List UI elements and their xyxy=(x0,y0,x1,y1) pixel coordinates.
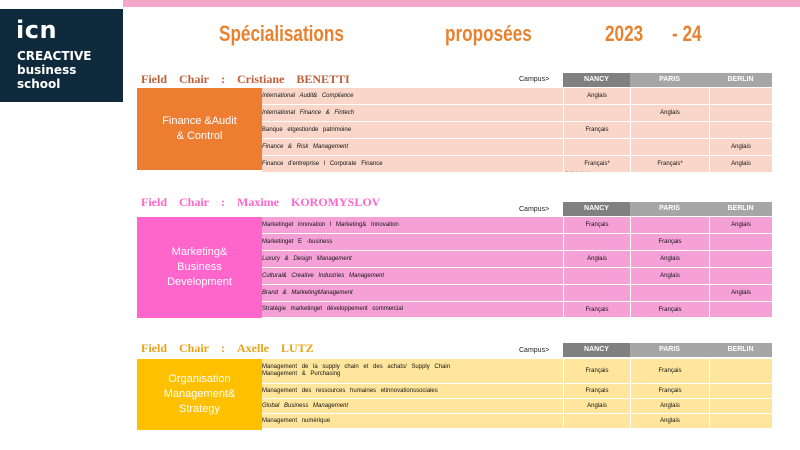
chair-label: Field xyxy=(141,341,167,355)
specialisation-row xyxy=(262,302,772,318)
specialisation-row xyxy=(262,139,772,156)
specialisation-row xyxy=(262,268,772,285)
chair-first-name: Maxime xyxy=(237,195,279,209)
chair-label: Field xyxy=(141,195,167,209)
chair-sep: : xyxy=(221,195,225,209)
language-cell-nancy: Français xyxy=(563,122,630,138)
specialisation-name: Brand & MarketingManagement xyxy=(262,289,353,296)
language-cell-paris xyxy=(630,217,709,233)
specialisation-name: Stratégie marketinget développement commercial xyxy=(262,306,404,312)
language-cell-nancy: Français xyxy=(563,384,630,398)
campus-header-paris: PARIS xyxy=(630,343,709,357)
logo-icn: icn xyxy=(16,16,58,44)
specialisation-name: Finance & Risk Management xyxy=(262,143,349,150)
specialisation-name: Management de la supply chain et des achats/ Supply Chain Management & Purchasing xyxy=(262,364,451,377)
language-cell-nancy: Anglais xyxy=(563,399,630,413)
language-cell-paris: Français xyxy=(630,359,709,383)
language-cell-paris: Anglais xyxy=(630,399,709,413)
language-cell-berlin xyxy=(709,414,772,428)
top-accent-bar xyxy=(123,0,800,7)
specialisation-row xyxy=(262,414,772,429)
specialisation-name: Banque etgestionde patrimoine xyxy=(262,126,352,133)
field-block-marketing: Marketing& Business Development xyxy=(137,217,262,318)
specialisation-name: Management des ressources humaines etinnovationssociales xyxy=(262,387,438,394)
footnote-marks: - - · · · xyxy=(566,169,589,175)
language-cell-paris xyxy=(630,139,709,155)
campus-label: Campus> xyxy=(519,206,550,213)
specialisation-row xyxy=(262,384,772,399)
language-cell-paris xyxy=(630,88,709,104)
page-title-part4: - 24 xyxy=(672,21,702,46)
language-cell-paris xyxy=(630,122,709,138)
language-cell-paris xyxy=(630,285,709,301)
chair-last-name: KOROMYSLOV xyxy=(290,195,381,209)
specialisation-row xyxy=(262,122,772,139)
specialisation-row xyxy=(262,251,772,268)
specialisation-row xyxy=(262,156,772,173)
language-cell-nancy xyxy=(563,105,630,121)
language-cell-nancy: Français xyxy=(563,217,630,233)
language-cell-nancy: Français xyxy=(563,302,630,317)
language-cell-nancy xyxy=(563,234,630,250)
language-cell-paris: Français xyxy=(630,384,709,398)
field-chair-heading xyxy=(141,72,362,87)
language-cell-nancy xyxy=(563,285,630,301)
language-cell-berlin xyxy=(709,88,772,104)
language-cell-berlin xyxy=(709,234,772,250)
chair-role: Chair xyxy=(179,72,209,86)
language-cell-berlin xyxy=(709,122,772,138)
language-cell-berlin xyxy=(709,384,772,398)
chair-last-name: BENETTI xyxy=(296,72,350,86)
language-cell-paris: Anglais xyxy=(630,414,709,428)
chair-label: Field xyxy=(141,72,167,86)
language-cell-paris: Français xyxy=(630,234,709,250)
field-chair-heading xyxy=(141,195,392,210)
language-cell-paris: Anglais xyxy=(630,251,709,267)
specialisation-name: Luxury & Design Management xyxy=(262,255,352,262)
language-cell-nancy: Français* xyxy=(563,156,630,172)
language-cell-paris: Anglais xyxy=(630,268,709,284)
chair-sep: : xyxy=(221,72,225,86)
specialisation-name: Global Business Management xyxy=(262,402,349,409)
language-cell-berlin: Anglais xyxy=(709,139,772,155)
specialisation-name: Management numérique xyxy=(262,417,331,424)
chair-first-name: Axelle xyxy=(237,341,269,355)
campus-label: Campus> xyxy=(519,76,550,83)
campus-header-berlin: BERLIN xyxy=(709,202,772,216)
language-cell-berlin: Anglais xyxy=(709,217,772,233)
language-cell-paris: Français xyxy=(630,302,709,317)
language-cell-nancy: Français xyxy=(563,359,630,383)
specialisation-name: International Audit& Compliance xyxy=(262,92,354,99)
specialisation-row xyxy=(262,359,772,384)
specialisation-row xyxy=(262,285,772,302)
language-cell-nancy xyxy=(563,414,630,428)
campus-header-berlin: BERLIN xyxy=(709,343,772,357)
language-cell-berlin xyxy=(709,302,772,317)
specialisation-name: Marketinget innovation l Marketing& Innovation xyxy=(262,221,399,228)
campus-header-paris: PARIS xyxy=(630,73,709,87)
chair-role: Chair xyxy=(179,341,209,355)
campus-header-paris: PARIS xyxy=(630,202,709,216)
field-block-organisation: Organisation Management& Strategy xyxy=(137,359,262,430)
chair-last-name: LUTZ xyxy=(281,341,314,355)
language-cell-nancy xyxy=(563,268,630,284)
school-logo xyxy=(0,9,123,102)
language-cell-nancy xyxy=(563,139,630,155)
chair-role: Chair xyxy=(179,195,209,209)
campus-header-nancy: NANCY xyxy=(563,73,630,87)
language-cell-berlin xyxy=(709,359,772,383)
chair-sep: : xyxy=(221,341,225,355)
campus-header-berlin: BERLIN xyxy=(709,73,772,87)
specialisation-row xyxy=(262,105,772,122)
specialisation-row xyxy=(262,234,772,251)
language-cell-berlin xyxy=(709,268,772,284)
chair-first-name: Cristiane xyxy=(237,72,285,86)
logo-school: school xyxy=(17,77,61,91)
specialisation-name: Marketinget E -business xyxy=(262,238,333,245)
specialisation-row xyxy=(262,88,772,105)
field-block-finance: Finance &Audit & Control xyxy=(137,88,262,170)
language-cell-berlin xyxy=(709,105,772,121)
page-title-part3: 2023 xyxy=(605,21,644,46)
language-cell-paris: Français* xyxy=(630,156,709,172)
language-cell-berlin xyxy=(709,399,772,413)
logo-creactive: CREACTIVE xyxy=(17,49,92,63)
language-cell-nancy: Anglais xyxy=(563,251,630,267)
language-cell-berlin: Anglais xyxy=(709,156,772,172)
language-cell-paris: Anglais xyxy=(630,105,709,121)
specialisation-row xyxy=(262,399,772,414)
specialisation-row xyxy=(262,217,772,234)
specialisation-name: Finance d'entreprise l Corporate Finance xyxy=(262,160,383,167)
campus-header-nancy: NANCY xyxy=(563,343,630,357)
specialisation-name: Cultural& Creative Industries Management xyxy=(262,272,385,279)
campus-label: Campus> xyxy=(519,347,550,354)
language-cell-berlin xyxy=(709,251,772,267)
campus-header-nancy: NANCY xyxy=(563,202,630,216)
page-title-part1: Spécialisations xyxy=(219,21,344,46)
language-cell-nancy: Anglais xyxy=(563,88,630,104)
specialisation-name: International Finance & Fintech xyxy=(262,109,355,116)
page-title-part2: proposées xyxy=(445,21,532,46)
logo-business: business xyxy=(17,63,77,77)
field-chair-heading xyxy=(141,341,326,356)
language-cell-berlin: Anglais xyxy=(709,285,772,301)
